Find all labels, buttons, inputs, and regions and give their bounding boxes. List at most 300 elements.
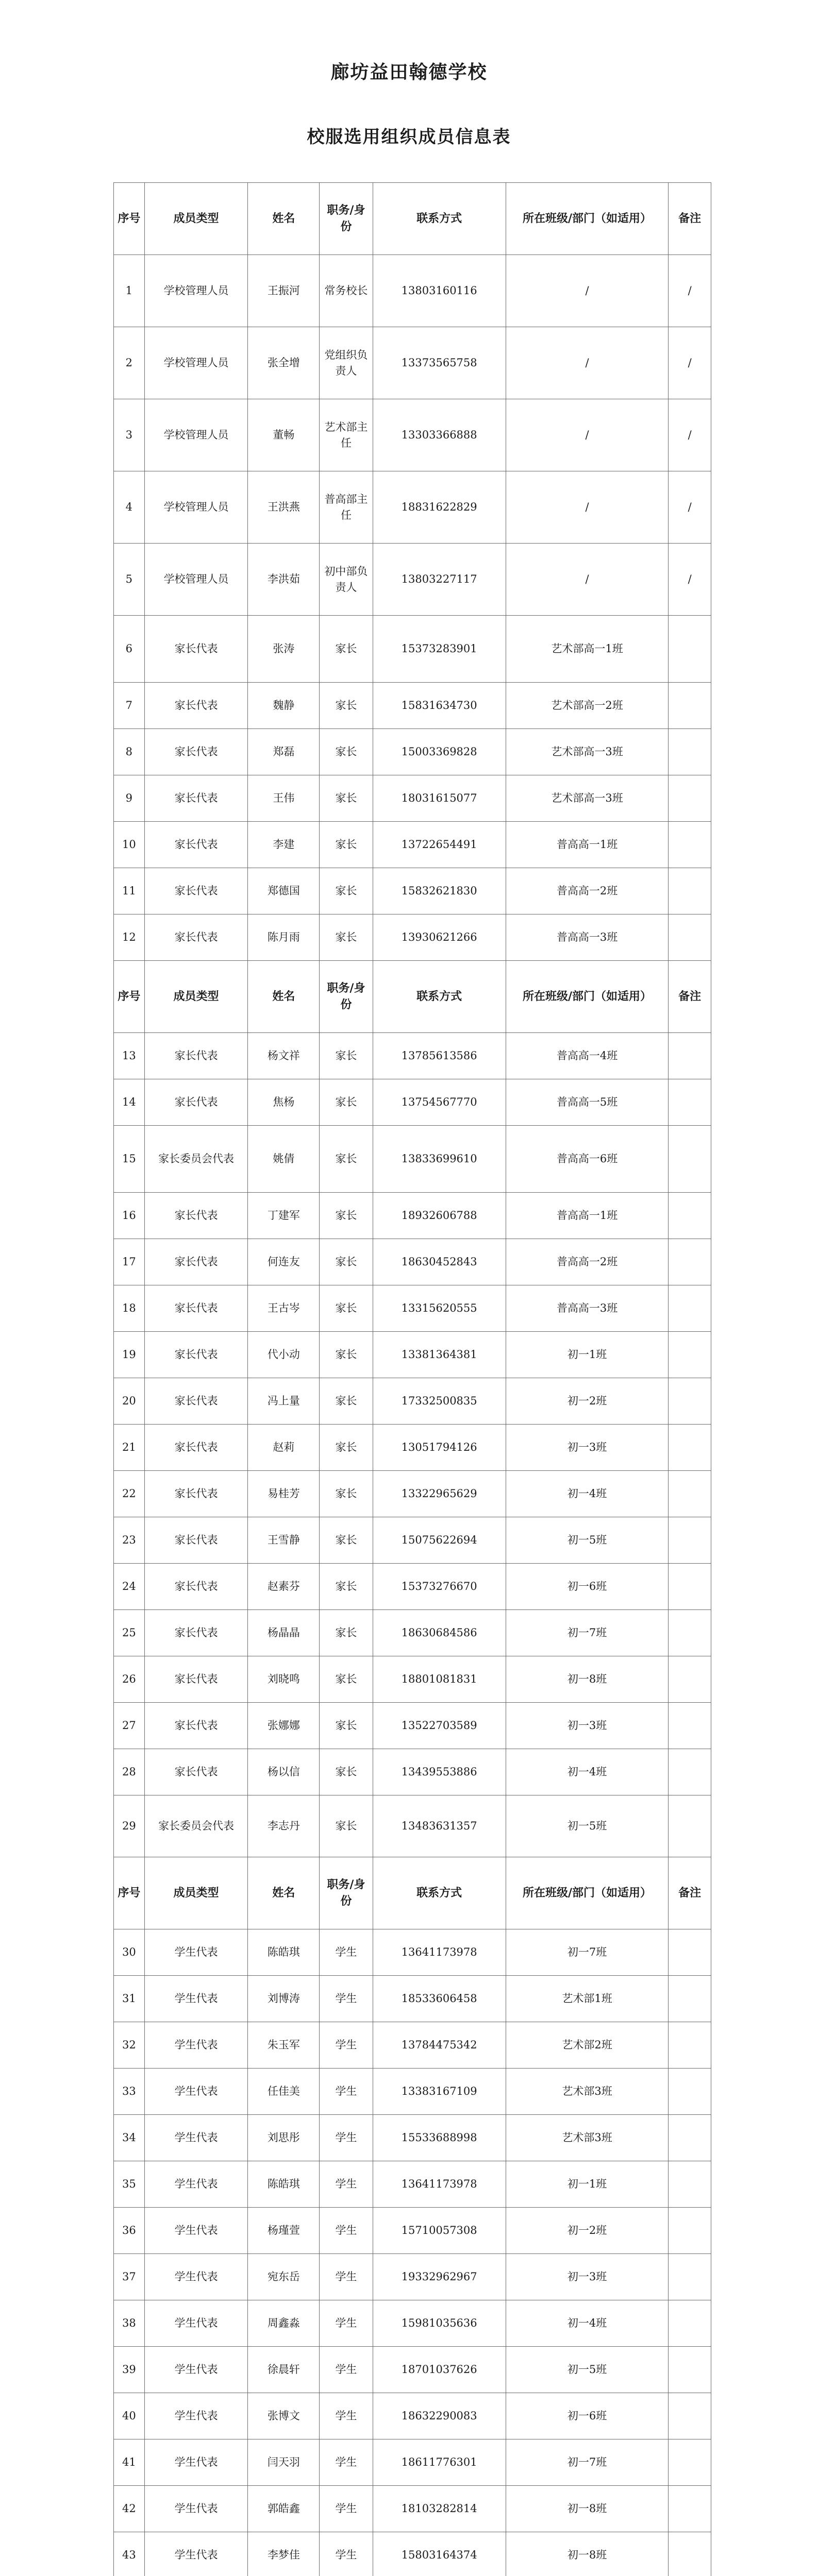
column-header: 所在班级/部门（如适用）	[506, 961, 669, 1033]
table-row	[114, 683, 711, 729]
cell-role: 家长	[320, 1471, 373, 1517]
cell-no: 33	[114, 2069, 145, 2115]
cell-phone: 18831622829	[373, 471, 506, 544]
cell-remark	[669, 2115, 711, 2161]
cell-type: 家长代表	[144, 1332, 248, 1378]
cell-no: 10	[114, 822, 145, 868]
cell-dept: /	[506, 471, 669, 544]
cell-name: 杨文祥	[248, 1033, 320, 1079]
cell-remark	[669, 2486, 711, 2532]
cell-type: 家长代表	[144, 1517, 248, 1564]
cell-remark	[669, 1033, 711, 1079]
cell-name: 闫天羽	[248, 2439, 320, 2486]
cell-name: 朱玉军	[248, 2022, 320, 2069]
cell-remark	[669, 729, 711, 775]
column-header: 联系方式	[373, 1857, 506, 1929]
cell-role: 艺术部主任	[320, 399, 373, 471]
cell-phone: 15533688998	[373, 2115, 506, 2161]
cell-name: 冯上量	[248, 1378, 320, 1425]
cell-no: 22	[114, 1471, 145, 1517]
cell-dept: 初一5班	[506, 1517, 669, 1564]
cell-dept: 普高高一6班	[506, 1126, 669, 1193]
cell-name: 陈月雨	[248, 914, 320, 961]
cell-remark	[669, 775, 711, 822]
cell-dept: 初一6班	[506, 1564, 669, 1610]
cell-name: 焦杨	[248, 1079, 320, 1126]
column-header: 备注	[669, 183, 711, 255]
cell-phone: 15981035636	[373, 2300, 506, 2347]
table-row	[114, 255, 711, 327]
cell-dept: 艺术部2班	[506, 2022, 669, 2069]
cell-no: 41	[114, 2439, 145, 2486]
cell-no: 21	[114, 1425, 145, 1471]
cell-dept: /	[506, 327, 669, 399]
cell-phone: 18031615077	[373, 775, 506, 822]
cell-no: 13	[114, 1033, 145, 1079]
cell-no: 15	[114, 1126, 145, 1193]
cell-phone: 18611776301	[373, 2439, 506, 2486]
table-header-row	[114, 183, 711, 255]
cell-name: 李建	[248, 822, 320, 868]
cell-no: 38	[114, 2300, 145, 2347]
cell-remark	[669, 2393, 711, 2439]
table-row	[114, 327, 711, 399]
cell-name: 王古岑	[248, 1285, 320, 1332]
cell-type: 家长代表	[144, 1656, 248, 1703]
cell-remark	[669, 1193, 711, 1239]
cell-type: 学生代表	[144, 2022, 248, 2069]
cell-phone: 13483631357	[373, 1795, 506, 1857]
table-row	[114, 914, 711, 961]
cell-dept: 普高高一1班	[506, 822, 669, 868]
cell-role: 家长	[320, 914, 373, 961]
cell-name: 刘博涛	[248, 1976, 320, 2022]
table-row	[114, 2208, 711, 2254]
cell-type: 学生代表	[144, 1929, 248, 1976]
cell-no: 20	[114, 1378, 145, 1425]
cell-dept: 艺术部高一3班	[506, 775, 669, 822]
cell-no: 25	[114, 1610, 145, 1656]
cell-remark	[669, 1564, 711, 1610]
cell-type: 家长代表	[144, 1471, 248, 1517]
cell-dept: /	[506, 544, 669, 616]
cell-phone: 15075622694	[373, 1517, 506, 1564]
cell-no: 29	[114, 1795, 145, 1857]
cell-role: 学生	[320, 2393, 373, 2439]
cell-no: 28	[114, 1749, 145, 1795]
cell-role: 学生	[320, 2532, 373, 2576]
cell-no: 26	[114, 1656, 145, 1703]
column-header: 所在班级/部门（如适用）	[506, 1857, 669, 1929]
cell-phone: 18630452843	[373, 1239, 506, 1285]
cell-remark	[669, 1929, 711, 1976]
table-row	[114, 2486, 711, 2532]
cell-type: 家长代表	[144, 1378, 248, 1425]
cell-dept: 初一7班	[506, 2439, 669, 2486]
cell-type: 学生代表	[144, 2532, 248, 2576]
table-row	[114, 544, 711, 616]
cell-phone: 13322965629	[373, 1471, 506, 1517]
cell-type: 家长代表	[144, 683, 248, 729]
cell-no: 11	[114, 868, 145, 914]
table-row	[114, 2532, 711, 2576]
cell-role: 常务校长	[320, 255, 373, 327]
table-row	[114, 2300, 711, 2347]
cell-phone: 13641173978	[373, 2161, 506, 2208]
cell-dept: 初一5班	[506, 2347, 669, 2393]
cell-name: 任佳美	[248, 2069, 320, 2115]
cell-dept: 普高高一3班	[506, 1285, 669, 1332]
cell-role: 家长	[320, 729, 373, 775]
cell-remark	[669, 1703, 711, 1749]
cell-no: 23	[114, 1517, 145, 1564]
cell-role: 家长	[320, 1285, 373, 1332]
cell-phone: 18701037626	[373, 2347, 506, 2393]
cell-name: 李洪茹	[248, 544, 320, 616]
cell-dept: /	[506, 255, 669, 327]
cell-dept: 艺术部3班	[506, 2069, 669, 2115]
cell-dept: 普高高一1班	[506, 1193, 669, 1239]
cell-name: 王振河	[248, 255, 320, 327]
cell-remark: /	[669, 544, 711, 616]
cell-no: 35	[114, 2161, 145, 2208]
cell-dept: /	[506, 399, 669, 471]
cell-phone: 13315620555	[373, 1285, 506, 1332]
table-row	[114, 1471, 711, 1517]
cell-role: 家长	[320, 1749, 373, 1795]
cell-name: 李梦佳	[248, 2532, 320, 2576]
cell-role: 家长	[320, 1239, 373, 1285]
cell-phone: 17332500835	[373, 1378, 506, 1425]
cell-no: 16	[114, 1193, 145, 1239]
column-header: 职务/身份	[320, 1857, 373, 1929]
cell-role: 家长	[320, 1610, 373, 1656]
cell-phone: 13754567770	[373, 1079, 506, 1126]
cell-type: 家长代表	[144, 1079, 248, 1126]
cell-phone: 15373276670	[373, 1564, 506, 1610]
cell-remark	[669, 1471, 711, 1517]
column-header: 联系方式	[373, 183, 506, 255]
table-row	[114, 2115, 711, 2161]
cell-name: 郑德国	[248, 868, 320, 914]
cell-name: 郑磊	[248, 729, 320, 775]
cell-phone: 13833699610	[373, 1126, 506, 1193]
cell-dept: 艺术部高一1班	[506, 616, 669, 683]
cell-remark: /	[669, 399, 711, 471]
cell-remark	[669, 2069, 711, 2115]
cell-dept: 初一1班	[506, 1332, 669, 1378]
cell-remark	[669, 1610, 711, 1656]
cell-name: 赵莉	[248, 1425, 320, 1471]
cell-remark	[669, 1126, 711, 1193]
cell-type: 家长代表	[144, 616, 248, 683]
cell-type: 学生代表	[144, 2161, 248, 2208]
table-row	[114, 1033, 711, 1079]
cell-name: 杨晶晶	[248, 1610, 320, 1656]
cell-type: 家长代表	[144, 914, 248, 961]
cell-no: 2	[114, 327, 145, 399]
cell-no: 8	[114, 729, 145, 775]
table-row	[114, 399, 711, 471]
cell-remark	[669, 1517, 711, 1564]
cell-role: 学生	[320, 1976, 373, 2022]
cell-phone: 15831634730	[373, 683, 506, 729]
cell-dept: 初一1班	[506, 2161, 669, 2208]
cell-type: 学校管理人员	[144, 327, 248, 399]
cell-phone: 13785613586	[373, 1033, 506, 1079]
cell-type: 学生代表	[144, 2347, 248, 2393]
cell-dept: 普高高一2班	[506, 1239, 669, 1285]
cell-role: 普高部主任	[320, 471, 373, 544]
table-row	[114, 2069, 711, 2115]
cell-no: 14	[114, 1079, 145, 1126]
cell-no: 42	[114, 2486, 145, 2532]
school-name: 廊坊益田翰德学校	[330, 61, 488, 83]
cell-phone: 15710057308	[373, 2208, 506, 2254]
cell-dept: 普高高一2班	[506, 868, 669, 914]
cell-dept: 初一2班	[506, 2208, 669, 2254]
cell-no: 39	[114, 2347, 145, 2393]
cell-phone: 13722654491	[373, 822, 506, 868]
cell-dept: 初一4班	[506, 2300, 669, 2347]
cell-no: 27	[114, 1703, 145, 1749]
cell-phone: 18932606788	[373, 1193, 506, 1239]
table-row	[114, 1425, 711, 1471]
cell-no: 31	[114, 1976, 145, 2022]
cell-role: 学生	[320, 2486, 373, 2532]
column-header: 成员类型	[144, 961, 248, 1033]
cell-type: 学校管理人员	[144, 255, 248, 327]
cell-role: 学生	[320, 2254, 373, 2300]
table-row	[114, 1795, 711, 1857]
table-row	[114, 868, 711, 914]
cell-phone: 13641173978	[373, 1929, 506, 1976]
member-table	[113, 182, 711, 2576]
cell-phone: 13383167109	[373, 2069, 506, 2115]
cell-remark	[669, 2161, 711, 2208]
cell-remark	[669, 822, 711, 868]
table-row	[114, 1079, 711, 1126]
cell-role: 家长	[320, 1193, 373, 1239]
cell-name: 李志丹	[248, 1795, 320, 1857]
cell-no: 40	[114, 2393, 145, 2439]
table-row	[114, 1929, 711, 1976]
column-header: 姓名	[248, 961, 320, 1033]
table-row	[114, 2254, 711, 2300]
cell-role: 家长	[320, 1656, 373, 1703]
cell-type: 家长代表	[144, 868, 248, 914]
cell-phone: 13784475342	[373, 2022, 506, 2069]
cell-no: 19	[114, 1332, 145, 1378]
cell-no: 4	[114, 471, 145, 544]
cell-type: 学校管理人员	[144, 471, 248, 544]
cell-role: 家长	[320, 775, 373, 822]
cell-dept: 初一4班	[506, 1749, 669, 1795]
cell-role: 学生	[320, 2022, 373, 2069]
cell-no: 24	[114, 1564, 145, 1610]
cell-phone: 13439553886	[373, 1749, 506, 1795]
table-row	[114, 1976, 711, 2022]
table-row	[114, 775, 711, 822]
cell-role: 家长	[320, 616, 373, 683]
cell-no: 32	[114, 2022, 145, 2069]
cell-dept: 初一8班	[506, 2486, 669, 2532]
cell-no: 1	[114, 255, 145, 327]
cell-role: 学生	[320, 2115, 373, 2161]
table-row	[114, 1610, 711, 1656]
cell-role: 初中部负责人	[320, 544, 373, 616]
cell-name: 董畅	[248, 399, 320, 471]
cell-name: 周鑫淼	[248, 2300, 320, 2347]
cell-remark	[669, 2300, 711, 2347]
cell-phone: 18630684586	[373, 1610, 506, 1656]
cell-name: 陈皓琪	[248, 1929, 320, 1976]
cell-dept: 初一8班	[506, 1656, 669, 1703]
cell-role: 家长	[320, 683, 373, 729]
cell-role: 学生	[320, 2347, 373, 2393]
cell-remark: /	[669, 327, 711, 399]
cell-dept: 艺术部高一3班	[506, 729, 669, 775]
cell-name: 杨瑾萱	[248, 2208, 320, 2254]
cell-name: 王伟	[248, 775, 320, 822]
cell-remark: /	[669, 471, 711, 544]
cell-type: 家长代表	[144, 1425, 248, 1471]
cell-phone: 13051794126	[373, 1425, 506, 1471]
cell-no: 34	[114, 2115, 145, 2161]
table-row	[114, 1703, 711, 1749]
cell-role: 党组织负责人	[320, 327, 373, 399]
column-header: 职务/身份	[320, 961, 373, 1033]
cell-phone: 13522703589	[373, 1703, 506, 1749]
cell-name: 刘晓鸣	[248, 1656, 320, 1703]
cell-name: 王洪燕	[248, 471, 320, 544]
cell-role: 学生	[320, 2300, 373, 2347]
cell-phone: 13803160116	[373, 255, 506, 327]
cell-role: 家长	[320, 1126, 373, 1193]
cell-type: 家长代表	[144, 1193, 248, 1239]
cell-name: 张娜娜	[248, 1703, 320, 1749]
column-header: 联系方式	[373, 961, 506, 1033]
cell-role: 家长	[320, 868, 373, 914]
cell-remark	[669, 2022, 711, 2069]
cell-role: 家长	[320, 1795, 373, 1857]
table-row	[114, 471, 711, 544]
column-header: 职务/身份	[320, 183, 373, 255]
cell-name: 张博文	[248, 2393, 320, 2439]
cell-role: 家长	[320, 1517, 373, 1564]
cell-type: 家长代表	[144, 1564, 248, 1610]
cell-name: 代小动	[248, 1332, 320, 1378]
cell-role: 学生	[320, 2161, 373, 2208]
cell-role: 家长	[320, 1332, 373, 1378]
cell-dept: 初一3班	[506, 1703, 669, 1749]
cell-dept: 初一5班	[506, 1795, 669, 1857]
table-row	[114, 1193, 711, 1239]
cell-no: 7	[114, 683, 145, 729]
cell-remark	[669, 1656, 711, 1703]
cell-remark	[669, 1795, 711, 1857]
cell-remark	[669, 914, 711, 961]
cell-name: 陈皓琪	[248, 2161, 320, 2208]
cell-type: 家长代表	[144, 1610, 248, 1656]
cell-role: 家长	[320, 1033, 373, 1079]
cell-dept: 初一6班	[506, 2393, 669, 2439]
cell-dept: 艺术部3班	[506, 2115, 669, 2161]
cell-name: 徐晨轩	[248, 2347, 320, 2393]
cell-remark	[669, 616, 711, 683]
cell-dept: 初一3班	[506, 2254, 669, 2300]
column-header: 成员类型	[144, 183, 248, 255]
cell-remark	[669, 1239, 711, 1285]
column-header: 序号	[114, 183, 145, 255]
cell-remark	[669, 1285, 711, 1332]
table-header-row	[114, 1857, 711, 1929]
cell-name: 丁建军	[248, 1193, 320, 1239]
cell-phone: 18103282814	[373, 2486, 506, 2532]
cell-type: 家长代表	[144, 1285, 248, 1332]
cell-phone: 18632290083	[373, 2393, 506, 2439]
cell-remark	[669, 2208, 711, 2254]
cell-no: 18	[114, 1285, 145, 1332]
cell-dept: 普高高一4班	[506, 1033, 669, 1079]
cell-type: 家长代表	[144, 729, 248, 775]
table-row	[114, 1564, 711, 1610]
cell-role: 家长	[320, 1079, 373, 1126]
cell-name: 赵素芬	[248, 1564, 320, 1610]
cell-phone: 15003369828	[373, 729, 506, 775]
table-row	[114, 616, 711, 683]
cell-name: 姚倩	[248, 1126, 320, 1193]
cell-no: 9	[114, 775, 145, 822]
cell-dept: 艺术部1班	[506, 1976, 669, 2022]
cell-dept: 初一7班	[506, 1929, 669, 1976]
cell-remark	[669, 2254, 711, 2300]
cell-remark	[669, 1079, 711, 1126]
table-row	[114, 2439, 711, 2486]
cell-dept: 初一7班	[506, 1610, 669, 1656]
cell-dept: 初一2班	[506, 1378, 669, 1425]
cell-no: 5	[114, 544, 145, 616]
cell-type: 家长代表	[144, 822, 248, 868]
cell-name: 何连友	[248, 1239, 320, 1285]
cell-no: 17	[114, 1239, 145, 1285]
column-header: 备注	[669, 961, 711, 1033]
cell-dept: 普高高一5班	[506, 1079, 669, 1126]
table-row	[114, 1239, 711, 1285]
cell-role: 家长	[320, 1564, 373, 1610]
cell-name: 刘思彤	[248, 2115, 320, 2161]
cell-remark	[669, 2439, 711, 2486]
cell-phone: 18533606458	[373, 1976, 506, 2022]
cell-role: 学生	[320, 2208, 373, 2254]
cell-phone: 13381364381	[373, 1332, 506, 1378]
table-row	[114, 1285, 711, 1332]
column-header: 序号	[114, 961, 145, 1033]
cell-type: 家长委员会代表	[144, 1795, 248, 1857]
cell-name: 王雪静	[248, 1517, 320, 1564]
cell-phone: 13373565758	[373, 327, 506, 399]
cell-role: 家长	[320, 1378, 373, 1425]
cell-type: 学校管理人员	[144, 544, 248, 616]
table-row	[114, 1517, 711, 1564]
cell-type: 学生代表	[144, 2208, 248, 2254]
cell-dept: 初一4班	[506, 1471, 669, 1517]
table-row	[114, 2022, 711, 2069]
cell-remark	[669, 2347, 711, 2393]
cell-role: 家长	[320, 1425, 373, 1471]
table-row	[114, 822, 711, 868]
table-row	[114, 2347, 711, 2393]
